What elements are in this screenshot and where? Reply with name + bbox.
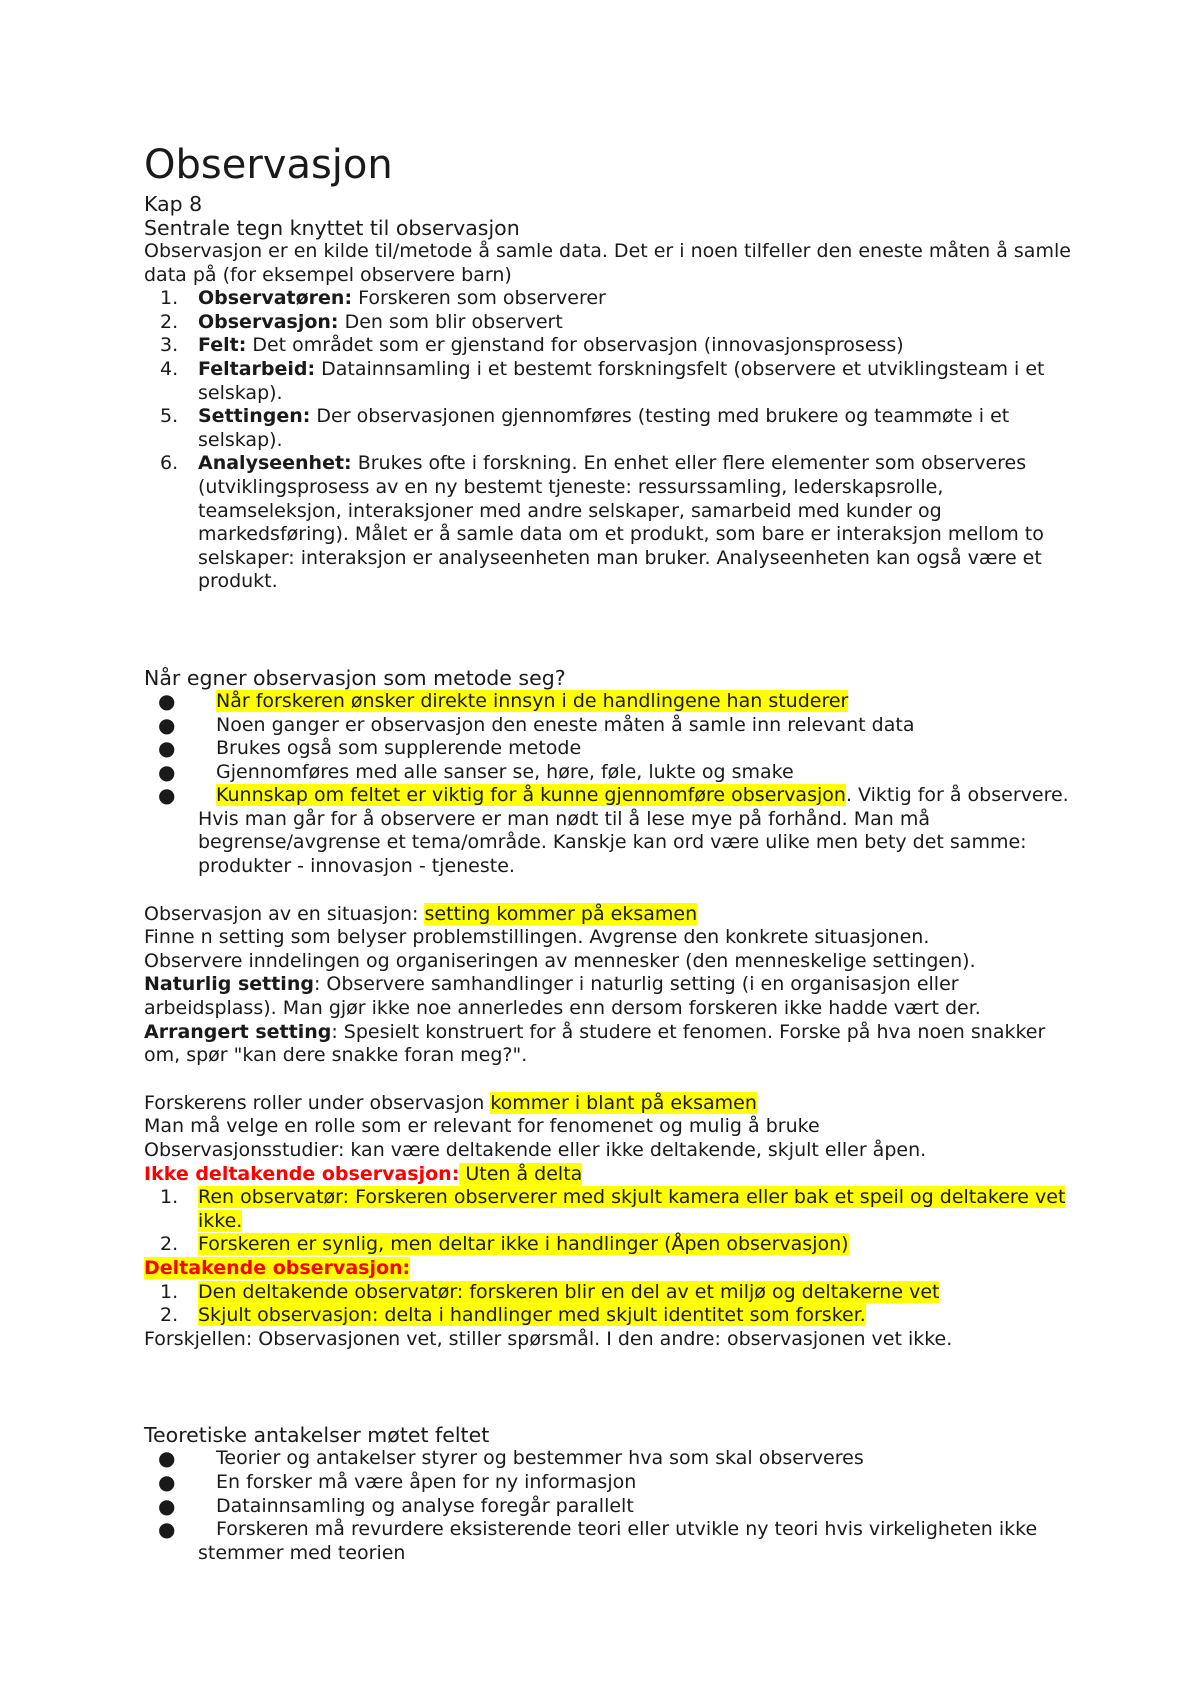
list-item: ● Brukes også som supplerende metode <box>158 736 582 761</box>
bullet-icon: ● <box>158 759 176 784</box>
definitions-list <box>144 287 1074 594</box>
bullet-icon: ● <box>158 736 176 761</box>
bullet-icon: ● <box>158 1493 176 1518</box>
bullet-icon: ● <box>158 783 176 808</box>
roles-lead: Forskerens roller under observasjon kommer i blant på eksamen <box>144 1091 757 1114</box>
list-item: 2. Observasjon: Den som blir observert <box>160 310 563 333</box>
spacer <box>144 879 1074 903</box>
paragraph: Arrangert setting: Spesielt konstruert for å studere et fenomen. Forske på hva noen snakker om, spør "kan dere snakke foran meg?". <box>144 1020 1046 1067</box>
numbered-list <box>144 1281 1074 1328</box>
list-item: ● Teorier og antakelser styrer og bestemmer hva som skal observeres <box>158 1446 864 1471</box>
numbered-list <box>144 1186 1074 1257</box>
list-item: ● Datainnsamling og analyse foregår parallelt <box>158 1493 634 1518</box>
spacer <box>144 594 1074 666</box>
list-item: 1. Observatøren: Forskeren som observerer <box>160 287 606 310</box>
list-item: ● En forsker må være åpen for ny informasjon <box>158 1469 637 1494</box>
list-item: 6. Analyseenhet: Brukes ofte i forskning. En enhet eller flere elementer som observeres (utviklingsprosess av en ny bestemt tjeneste: ressurssamling, lederskapsrolle, teamseleksjon, interaksjoner med andre selskaper, samarbeid med kunder og markedsføring). Målet er å samle data om et produkt, som bare er interaksjon mellom to selskaper: interaksjon er analyseenheten man bruker. Analyseenheten kan også være et produkt. <box>160 452 1044 593</box>
list-item: ● Forskeren må revurdere eksisterende teori eller utvikle ny teori hvis virkeligheten ikke stemmer med teorien <box>158 1517 1038 1564</box>
bullet-icon: ● <box>158 1517 176 1542</box>
section-heading: Sentrale tegn knyttet til observasjon <box>144 216 520 240</box>
bullet-list <box>144 690 1074 879</box>
paragraph: Forskjellen: Observasjonen vet, stiller spørsmål. I den andre: observasjonen vet ikke. <box>144 1327 953 1350</box>
section-heading: Teoretiske antakelser møtet feltet <box>144 1423 490 1448</box>
spacer <box>144 1351 1074 1423</box>
paragraph: Deltakende observasjon: <box>144 1256 411 1279</box>
chapter-label: Kap 8 <box>144 192 203 216</box>
paragraph: Ikke deltakende observasjon: Uten å delta <box>144 1162 583 1185</box>
spacer <box>144 1068 1074 1092</box>
paragraph: Finne n setting som belyser problemstillingen. Avgrense den konkrete situasjonen. <box>144 926 930 949</box>
bullet-icon: ● <box>158 712 176 737</box>
section-heading: Når egner observasjon som metode seg? <box>144 665 566 690</box>
list-item: ● Noen ganger er observasjon den eneste måten å samle inn relevant data <box>158 712 915 737</box>
list-item: 2. Skjult observasjon: delta i handlinger med skjult identitet som forsker. <box>160 1304 866 1327</box>
document-page <box>144 140 1074 1565</box>
paragraph: Observasjonsstudier: kan være deltakende eller ikke deltakende, skjult eller åpen. <box>144 1139 927 1161</box>
paragraph: Naturlig setting: Observere samhandlinger i naturlig setting (i en organisasjon eller arbeidsplass). Man gjør ikke noe annerledes enn dersom forskeren ikke hadde vært der. <box>144 973 981 1020</box>
bullet-list <box>144 1447 1074 1565</box>
list-item: ● Gjennomføres med alle sanser se, høre, føle, lukte og smake <box>158 759 794 784</box>
list-item: 4. Feltarbeid: Datainnsamling i et bestemt forskningsfelt (observere et utviklingsteam i et selskap). <box>160 357 1045 404</box>
list-item: 1. Den deltakende observatør: forskeren blir en del av et miljø og deltakerne vet <box>160 1280 940 1303</box>
paragraph: Man må velge en rolle som er relevant for fenomenet og mulig å bruke <box>144 1115 820 1138</box>
intro-paragraph: Observasjon er en kilde til/metode å samle data. Det er i noen tilfeller den eneste måten å samle data på (for eksempel observere barn) <box>144 240 1071 286</box>
list-item: 5. Settingen: Der observasjonen gjennomføres (testing med brukere og teammøte i et selskap). <box>160 405 1010 451</box>
list-item: 3. Felt: Det området som er gjenstand for observasjon (innovasjonsprosess) <box>160 334 904 357</box>
paragraph: Observere inndelingen og organiseringen av mennesker (den menneskelige settingen). <box>144 949 976 972</box>
list-item: 2. Forskeren er synlig, men deltar ikke i handlinger (Åpen observasjon) <box>160 1233 849 1256</box>
setting-lead: Observasjon av en situasjon: setting kommer på eksamen <box>144 902 698 925</box>
page-title: Observasjon <box>144 142 393 188</box>
list-item: 1. Ren observatør: Forskeren observerer med skjult kamera eller bak et speil og deltakere vet ikke. <box>160 1186 1066 1232</box>
bullet-icon: ● <box>158 1469 176 1494</box>
list-item: ● Når forskeren ønsker direkte innsyn i de handlingene han studerer <box>158 688 849 713</box>
bullet-icon: ● <box>158 1446 176 1471</box>
list-item: ● Kunnskap om feltet er viktig for å kunne gjennomføre observasjon. Viktig for å observere. Hvis man går for å observere er man nødt til å lese mye på forhånd. Man må begrense/avgrense et tema/område. Kanskje kan ord være ulike men bety det samme: produkter - innovasjon - tjeneste. <box>158 783 1069 878</box>
bullet-icon: ● <box>158 688 176 713</box>
